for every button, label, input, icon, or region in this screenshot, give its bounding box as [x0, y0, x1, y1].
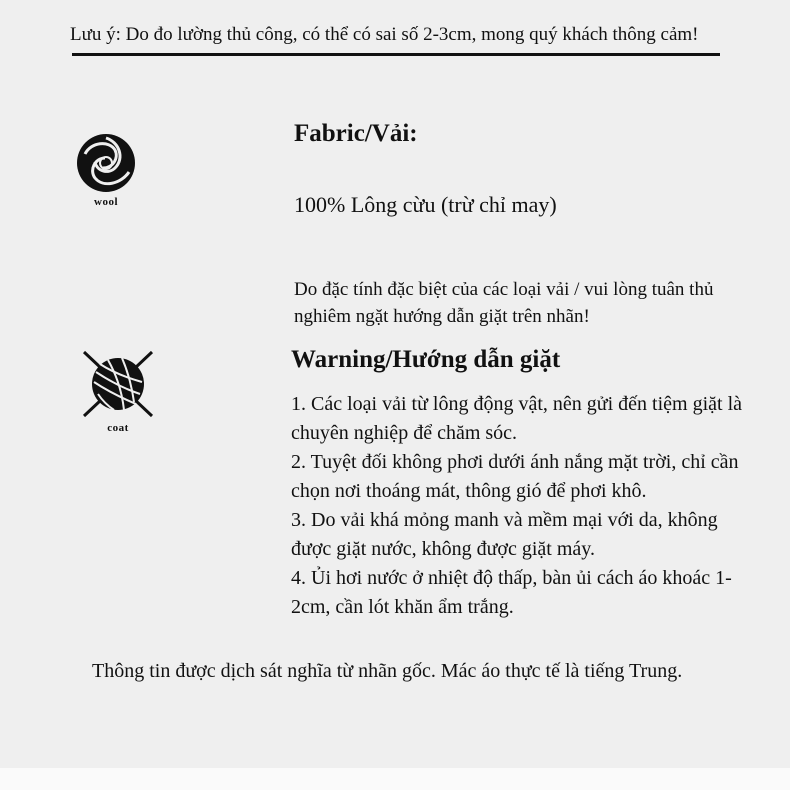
wool-icon [75, 132, 137, 194]
yarn-ball-icon [78, 348, 158, 420]
instruction-item: 2. Tuyệt đối không phơi dưới ánh nắng mặt trời, chỉ cần chọn nơi thoáng mát, thông gió để phơi khô. [291, 451, 739, 502]
instruction-item: 3. Do vải khá mỏng manh và mềm mại với da, không được giặt nước, không được giặt máy. [291, 509, 718, 560]
divider [72, 53, 720, 56]
warning-heading: Warning/Hướng dẫn giặt [291, 346, 561, 373]
washing-instructions [291, 390, 761, 622]
instruction-item: 4. Ủi hơi nước ở nhiệt độ thấp, bàn ủi cách áo khoác 1-2cm, cần lót khăn ẩm trắng. [291, 567, 732, 618]
yarn-icon-block [76, 348, 160, 434]
care-note: Do đặc tính đặc biệt của các loại vải / vui lòng tuân thủ nghiêm ngặt hướng dẫn giặt trên nhãn! [294, 279, 714, 327]
translation-note: Thông tin được dịch sát nghĩa từ nhãn gốc. Mác áo thực tế là tiếng Trung. [92, 660, 683, 682]
wool-icon-label: wool [94, 196, 118, 208]
fabric-heading: Fabric/Vải: [294, 120, 418, 147]
yarn-icon-label: coat [107, 422, 129, 434]
measurement-notice: Lưu ý: Do đo lường thủ công, có thể có sai số 2-3cm, mong quý khách thông cảm! [70, 24, 699, 45]
fabric-composition: 100% Lông cừu (trừ chỉ may) [294, 192, 557, 217]
bottom-strip [0, 768, 790, 790]
instruction-item: 1. Các loại vải từ lông động vật, nên gửi đến tiệm giặt là chuyên nghiệp để chăm sóc. [291, 393, 743, 444]
wool-icon-block [72, 132, 140, 208]
